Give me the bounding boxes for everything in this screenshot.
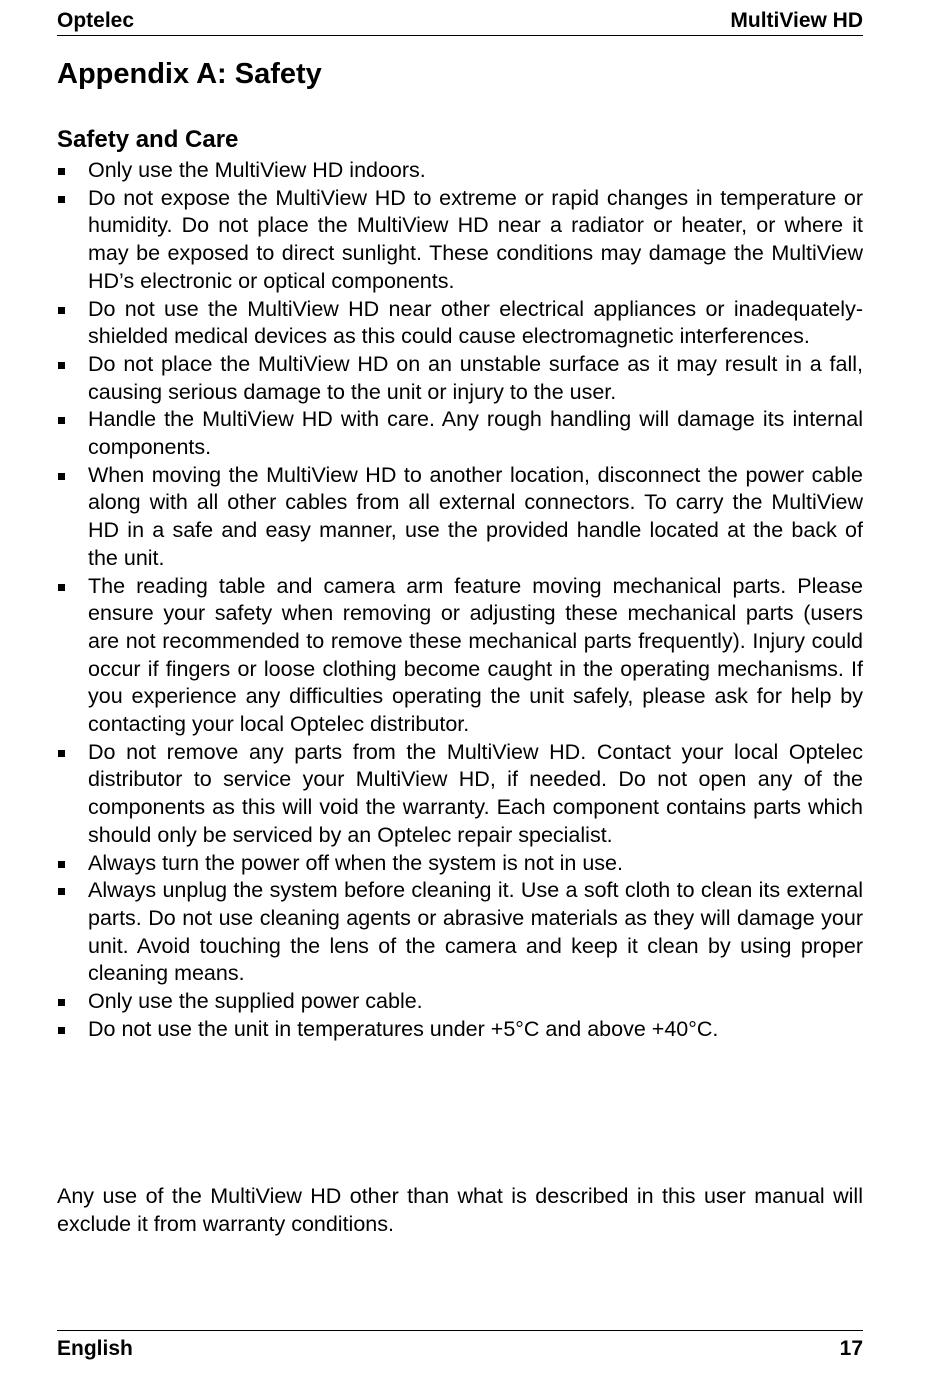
list-item [57,406,863,461]
list-item-text: Do not place the MultiView HD on an unstable surface as it may result in a fall, causing serious damage to the unit or injury to the user. [88,351,863,404]
list-item [57,462,863,573]
bullet-square-icon [58,584,65,591]
bullet-square-icon [58,473,65,480]
list-item [57,877,863,988]
list-item [57,157,863,185]
list-item-text: When moving the MultiView HD to another location, disconnect the power cable along with all other cables from all external connectors. To carry the MultiView HD in a safe and easy manner, use the provided handle located at the back of the unit. [88,462,863,570]
section-heading: Safety and Care [57,126,239,153]
warranty-note: Any use of the MultiView HD other than what is described in this user manual will exclude it from warranty conditions. [57,1184,863,1236]
list-item [57,739,863,850]
list-item-text: Do not expose the MultiView HD to extreme or rapid changes in temperature or humidity. Do not place the MultiView HD near a radiator or heater, or where it may be exposed to direct sunlight. These conditions may damage the MultiView HD’s electronic or optical components. [88,185,863,293]
list-item [57,1016,863,1044]
list-item-text: Do not remove any parts from the MultiView HD. Contact your local Optelec distributor to service your MultiView HD, if needed. Do not open any of the components as this will void the warranty. Each component contains parts which should only be serviced by an Optelec repair specialist. [88,739,863,847]
page-number: 17 [839,1337,863,1360]
bullet-square-icon [58,861,65,868]
safety-list [57,157,863,1044]
list-item-text: Do not use the unit in temperatures under +5°C and above +40°C. [88,1016,719,1041]
bullet-square-icon [58,750,65,757]
list-item-text: Always unplug the system before cleaning it. Use a soft cloth to clean its external parts. Do not use cleaning agents or abrasive materials as they will damage your unit. Avoid touching the lens of the camera and keep it clean by using proper cleaning means. [88,878,863,986]
list-item-text: Only use the supplied power cable. [88,989,423,1014]
bullet-square-icon [58,1027,65,1034]
page-title: Appendix A: Safety [57,58,322,90]
bullet-square-icon [58,362,65,369]
list-item [57,988,863,1016]
bullet-square-icon [58,417,65,424]
list-item [57,185,863,296]
bullet-square-icon [58,888,65,895]
bullet-square-icon [58,307,65,314]
header-product: MultiView HD [730,9,863,32]
list-item-text: Always turn the power off when the system is not in use. [88,850,623,875]
list-item-text: The reading table and camera arm feature moving mechanical parts. Please ensure your safety when removing or adjusting these mechanical parts (users are not recommended to remove these mechanical parts frequently). Injury could occur if fingers or loose clothing become caught in the operating mechanisms. If you experience any difficulties operating the unit safely, please ask for help by contacting your local Optelec distributor. [88,573,863,737]
page-footer [57,1330,863,1363]
list-item-text: Do not use the MultiView HD near other electrical appliances or inadequately-shielded medical devices as this could cause electromagnetic interferences. [88,296,863,349]
list-item-text: Only use the MultiView HD indoors. [88,158,426,182]
list-item [57,351,863,406]
list-item [57,296,863,351]
header-brand: Optelec [57,9,135,32]
footer-language: English [57,1337,133,1360]
list-item [57,850,863,878]
list-item [57,573,863,739]
page-header [57,7,863,36]
bullet-square-icon [58,168,65,175]
bullet-square-icon [58,196,65,203]
bullet-square-icon [58,999,65,1006]
list-item-text: Handle the MultiView HD with care. Any rough handling will damage its internal components. [88,407,863,460]
